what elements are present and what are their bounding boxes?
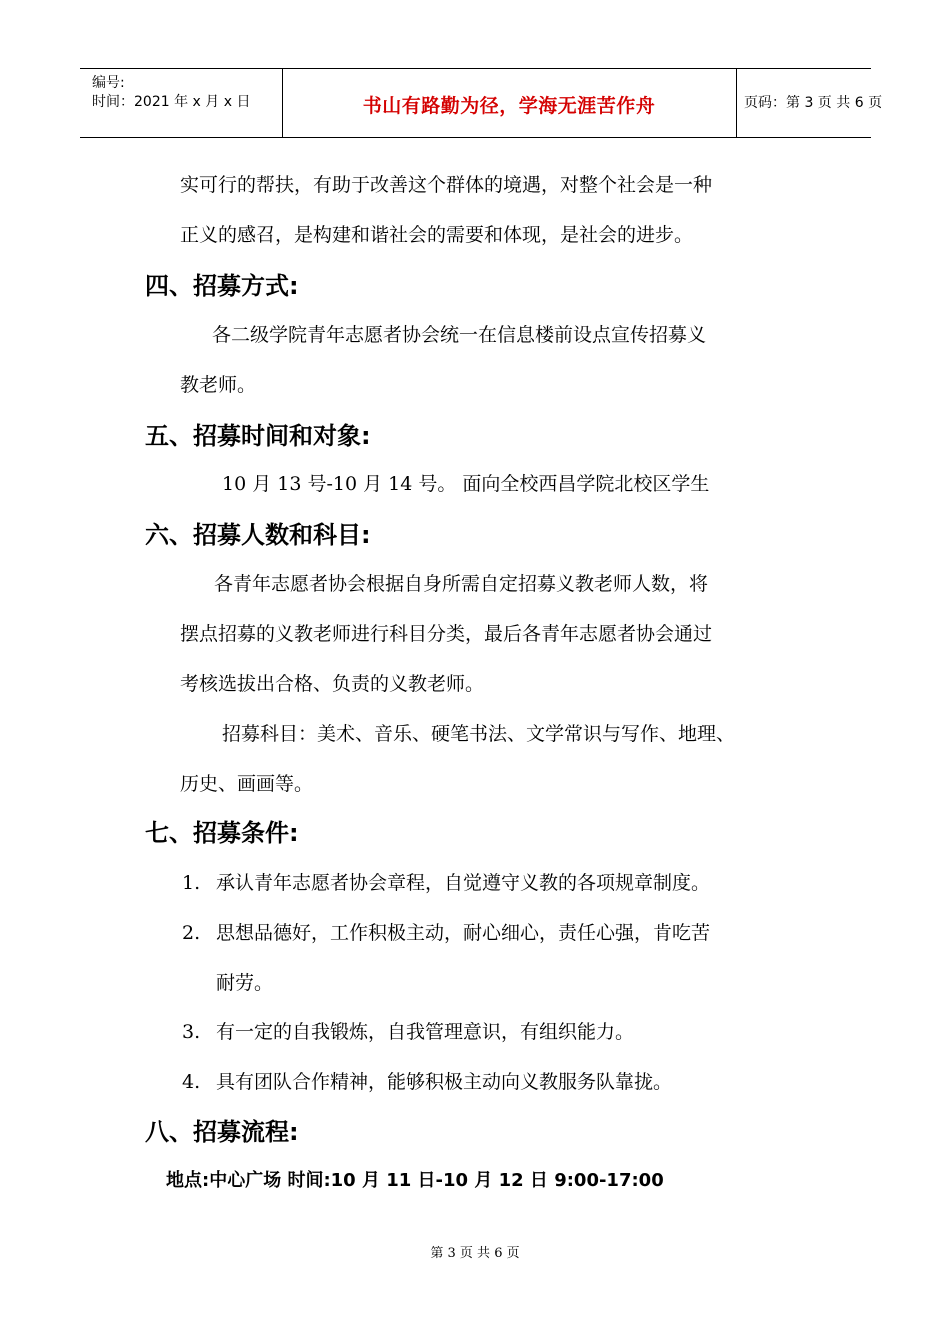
page-header [80, 68, 883, 138]
section5-line: 10 月 13 号-10 月 14 号。 面向全校西昌学院北校区学生 [222, 473, 710, 495]
header-page-info: 页码：第 3 页 共 6 页 [744, 95, 883, 111]
section-heading-recruit-number: 六、招募人数和科目: [145, 521, 371, 549]
section-heading-recruit-process: 八、招募流程: [145, 1118, 299, 1146]
condition-number: 4. [182, 1071, 201, 1093]
header-page-cell [736, 69, 883, 137]
section6-line-1: 各青年志愿者协会根据自身所需自定招募义教老师人数，将 [214, 573, 709, 595]
section6-line-3: 考核选拔出合格、负责的义教老师。 [180, 673, 485, 695]
section4-line-2: 教老师。 [180, 374, 257, 396]
condition-item [182, 1069, 672, 1095]
condition-item [182, 1019, 634, 1045]
condition-text: 耐劳。 [216, 972, 274, 994]
section6-line-4: 招募科目：美术、音乐、硬笔书法、文学常识与写作、地理、 [222, 723, 736, 745]
condition-item [182, 870, 710, 896]
condition-item [182, 970, 273, 996]
condition-text: 思想品德好，工作积极主动，耐心细心，责任心强，肯吃苦 [216, 922, 711, 944]
document-number-label: 编号: [92, 75, 125, 91]
section6-line-5: 历史、画画等。 [180, 773, 314, 795]
intro-line-2: 正义的感召，是构建和谐社会的需要和体现，是社会的进步。 [180, 224, 694, 246]
condition-number: 1. [182, 872, 201, 894]
header-info-cell [80, 69, 283, 137]
section-heading-recruit-method: 四、招募方式: [145, 272, 299, 300]
condition-text: 有一定的自我锻炼，自我管理意识，有组织能力。 [216, 1021, 635, 1043]
condition-number: 3. [182, 1021, 201, 1043]
condition-number: 2. [182, 922, 201, 944]
section6-line-2: 摆点招募的义教老师进行科目分类，最后各青年志愿者协会通过 [180, 623, 713, 645]
section-heading-recruit-conditions: 七、招募条件: [145, 819, 299, 847]
header-motto: 书山有路勤为径，学海无涯苦作舟 [362, 95, 656, 117]
page-footer: 第 3 页 共 6 页 [430, 1246, 520, 1261]
condition-text: 承认青年志愿者协会章程，自觉遵守义教的各项规章制度。 [216, 872, 711, 894]
document-time-label: 时间：2021 年 x 月 x 日 [92, 94, 251, 110]
section4-line-1: 各二级学院青年志愿者协会统一在信息楼前设点宣传招募义 [212, 324, 707, 346]
condition-text: 具有团队合作精神，能够积极主动向义教服务队靠拢。 [216, 1071, 673, 1093]
condition-item [182, 920, 710, 946]
section-heading-recruit-time: 五、招募时间和对象: [145, 422, 371, 450]
intro-line-1: 实可行的帮扶，有助于改善这个群体的境遇，对整个社会是一种 [180, 174, 713, 196]
header-motto-cell [282, 69, 737, 137]
process-location-time: 地点:中心广场 时间:10 月 11 日-10 月 12 日 9:00-17:00 [166, 1170, 664, 1191]
